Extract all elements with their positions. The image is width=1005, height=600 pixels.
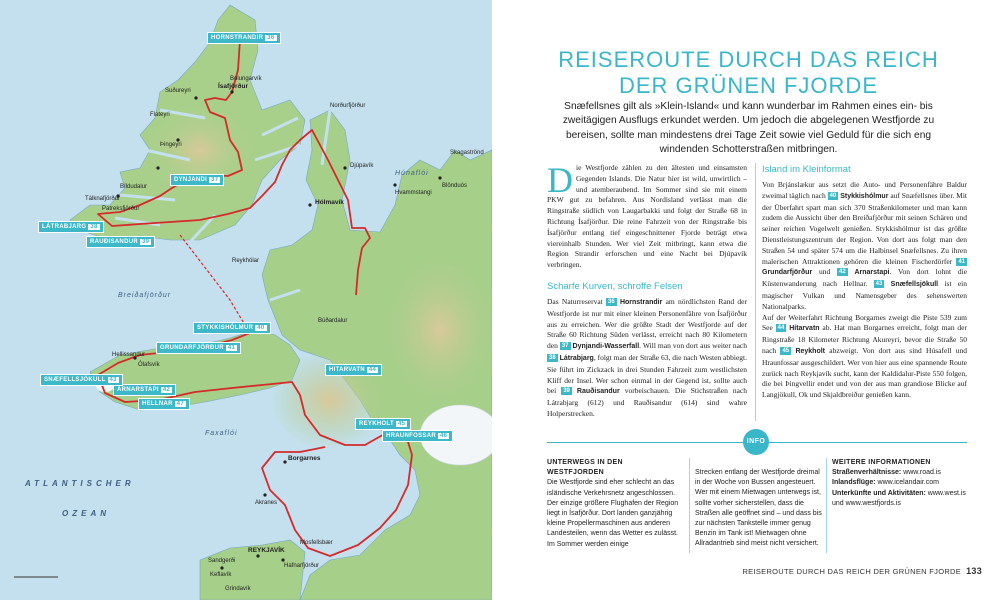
stop-tag-grundarfjordur: GRUNDARFJÖRÐUR 41 [156, 342, 241, 354]
stop-badge-44: 44 [777, 325, 785, 332]
text-column-left [547, 160, 748, 420]
info-text-bus: Strecken entlang der Westfjorde dreimal in der Woche von Bussen angesteuert. Wer mit einem Mietwagen unterwegs ist, sollte vorher sicherstellen, dass die Straßen alle geöffnet sind – und dass bis zur nächsten Tankstelle immer genug Benzin im Tank ist! Mietwagen ohne Allradantrieb sind meist nicht versichert. [695, 469, 822, 548]
stop-tag-hitarvatn: HITARVATN 44 [325, 364, 382, 376]
stop-tag-reykholt: REYKHOLT 45 [355, 418, 411, 430]
map-label-djupavik: Djúpavík [350, 163, 374, 169]
map-label-patreksfjordur: Patreksfjörður [102, 206, 140, 212]
info-text-westfjorden: Die Westfjorde sind eher schlecht an das isländische Verkehrsnetz angeschlossen. Der einzige größere Flughafen der Region liegt in Ísafjörður. Dort landen ganzjährig kleine Propellermaschinen aus anderen Landesteilen, wenn das Wetter es zulässt. Im Sommer werden einige [547, 479, 679, 548]
text-run: Von Brjánslækur aus setzt die Auto- und Personenfähre Baldur zweimal täglich nach [762, 180, 967, 200]
text-run: Auf der Weiterfahrt Richtung Borgarnes zweigt die Piste 539 zum See [762, 312, 967, 333]
map-label-hafnarfjordur: Hafnarfjörður [284, 563, 320, 569]
page-title [492, 47, 1005, 99]
info-heading-links: WEITERE INFORMATIONEN [832, 459, 931, 466]
stop-tag-snaefellsjokull: SNÆFELLSJÖKULL 43 [40, 374, 123, 386]
map-label-holmavik: Hólmavík [315, 199, 344, 206]
stop-name-raudisandur: Rauðisandur [576, 388, 620, 396]
map-label-bildudalur: Bíldudalur [120, 184, 148, 190]
text-run: am nördlichsten Rand der Westfjorde ist nur mit einer kleinen Personenfähre von Ísafjörður aus zu erreichen. Wer die größte Stadt der Westfjorde auf der Straße 60 Richtung Süden verlässt, erreicht nach 80 Kilometern den [547, 296, 747, 351]
column-divider [755, 163, 756, 421]
map-label-ocean-1: ATLANTISCHER [25, 479, 135, 488]
map-label-flateyri: Flateyri [150, 112, 170, 118]
info-link-flights[interactable] [832, 478, 972, 488]
text-page [492, 0, 1005, 600]
text-run: . Will man von dort aus weiter nach [639, 341, 747, 351]
info-column-links [832, 458, 972, 509]
stop-name-snaefellsjokull: Snæfellsjökull [890, 281, 939, 289]
intro-paragraph: Snæfellsnes gilt als »Klein-Island« und kann wunderbar im Rahmen eines ein- bis zweitägigen Ausflugs erkundet werden. Um jedoch die abgelegenen Westfjorde zu bereisen, sollte man mindestens drei Tage Zeit sowie viel Geduld für die sich eng windenden Schotterstraßen mitbringen. [562, 101, 935, 156]
stop-tag-hornstrandir: HORNSTRANDIR 36 [207, 32, 281, 44]
text-run: , folgt man der Straße 63, die nach Westen abbiegt. Sie führt im Zickzack in drei Stunden Fahrzeit zum westlichsten Kliff der Insel. Wer schon einmal in der Gegend ist, sollte auch bei [547, 352, 748, 396]
map-label-reykjavik: REYKJAVÍK [248, 547, 285, 554]
map-label-isafjordur: Ísafjörður [218, 83, 248, 90]
page-title-line-1: REISEROUTE DURCH DAS REICH [558, 47, 939, 72]
text-run: abzweigt. Von dort aus sind Húsafell und Hraunfossar ausgeschildert. Wer von hier aus eine spannende Route zurück nach Reykjavík sucht, kann der Kaldidalur-Piste 550 folgen, die bei Þingvellir endet und von der aus man grandiose Blicke auf Langjökull, Ok und Skjaldbreiður genießen kann. [762, 345, 968, 400]
stop-name-reykholt: Reykholt [795, 347, 825, 355]
info-badge: INFO [743, 429, 769, 455]
map-label-thingeyri: Þingeyri [160, 142, 182, 148]
info-column-bus [695, 468, 822, 550]
text-run: Das Naturreservat [547, 296, 606, 306]
stop-tag-arnarstapi: ARNARSTAPI 42 [113, 384, 176, 396]
info-link-flights-label: Inlandsflüge: [832, 479, 876, 487]
info-column-westfjorden [547, 458, 682, 550]
stop-tag-hellnar: HELLNAR 47 [138, 398, 190, 410]
stop-tag-stykkisholmur: STYKKISHÓLMUR 40 [193, 322, 271, 334]
map-label-breidafjordur: Breiðafjörður [118, 292, 172, 299]
paragraph-hornstrandir [547, 297, 747, 420]
text-run: . Von dort lohnt die Küstenwanderung nach Hellnar. [762, 267, 968, 289]
info-divider-2 [826, 458, 827, 553]
info-link-road-url: www.road.is [901, 469, 941, 477]
info-link-road-label: Straßenverhältnisse: [832, 469, 902, 477]
stop-name-dynjandi: Dynjandi-Wasserfall [572, 343, 640, 351]
info-link-flights-url: www.icelandair.com [875, 479, 939, 487]
map-label-keflavik: Keflavík [210, 572, 232, 578]
stop-badge-43: 43 [875, 281, 883, 288]
map-label-sandgerdi: Sandgerði [208, 558, 236, 564]
info-link-road[interactable] [832, 468, 972, 478]
map-label-sudureyri: Suðureyri [165, 88, 191, 94]
subheading-island-kleinformat: Island im Kleinformat [762, 164, 851, 175]
stop-name-hitarvatn: Hítarvatn [789, 325, 820, 333]
map-label-hunafloi: Húnaflói [395, 170, 429, 177]
info-link-accommodation[interactable] [832, 489, 972, 509]
map-label-hellissandur: Hellissandur [112, 352, 146, 358]
text-column-right [762, 163, 967, 401]
map-label-blonduos: Blönduós [442, 183, 468, 189]
stop-tag-hraunfossar: HRAUNFOSSAR 46 [382, 430, 453, 442]
text-run: ab. Hat man Borgarnes erreicht, folgt man der Ringstraße 18 Kilometer Richtung Akureyri, bevor die Straße 50 nach [762, 323, 968, 355]
map-label-ocean-2: OZEAN [62, 509, 110, 518]
stop-name-latrabjarg: Látrabjarg [559, 354, 594, 362]
stop-name-hornstrandir: Hornstrandir [619, 298, 663, 306]
paragraph-borgarnes [762, 313, 967, 401]
info-heading-westfjorden: UNTERWEGS IN DEN WESTFJORDEN [547, 459, 623, 477]
map-label-borgarnes: Borgarnes [288, 455, 321, 462]
page-footer [742, 566, 982, 576]
map-label-akranes: Akranes [255, 500, 278, 506]
subheading-scharfe-kurven: Scharfe Kurven, schroffe Felsen [547, 280, 683, 292]
map-label-hvammstangi: Hvammstangi [395, 190, 432, 196]
map-label-faxafloi: Faxaflói [205, 430, 238, 437]
map-label-bolungarvik: Bolungarvík [230, 76, 262, 82]
map-label-grindavik: Grindavík [225, 586, 251, 592]
map-label-reykholar: Reykhólar [232, 258, 260, 264]
map-label-budardalur: Búðardalur [318, 318, 348, 324]
stop-tag-raudisandur: RAUÐISANDUR 39 [86, 236, 155, 248]
stop-name-arnarstapi: Arnarstapi [854, 269, 890, 277]
text-run: und [812, 267, 837, 277]
stop-badge-42: 42 [839, 269, 846, 276]
map-label-olafsvik: Ólafsvík [138, 362, 160, 368]
paragraph-westfjorde [547, 160, 747, 271]
stop-badge-38: 38 [549, 354, 556, 361]
map-label-skagastrond: Skagaströnd [450, 150, 484, 156]
text-run: ist ein magischer Vulkan und Namensgeber des sehenswerten Nationalparks. [762, 279, 968, 311]
drop-cap: D [547, 160, 573, 200]
stop-badge-36: 36 [607, 298, 615, 305]
page-title-line-2: DER GRÜNEN FJORDE [618, 73, 878, 98]
stop-badge-41: 41 [958, 258, 965, 265]
info-link-accommodation-label: Unterkünfte und Aktivitäten: [832, 489, 926, 497]
paragraph-westfjorde-text: ie Westfjorde zählen zu den ältesten und einsamsten Gegenden Islands. Die Natur hier ist wild, unwirtlich – und atemberaubend. Im Sommer sind sie mit einem PKW gut zu befahren. Aus Nordisland verlässt man die Ringstraße südlich von Laugarbakki und folgt der Straße 68 in Richtung Ísafjörður. Die reine Fahrzeit von der Ringstraße bis Ísafjörður entlang tief eingeschnittener Fjorde beträgt etwa viereinhalb Stunden. Wer viel Zeit mitbringt, kann etwa die Region Strandir erforschen und eine Nacht bei Djúpavík verbringen. [547, 163, 747, 270]
map-label-talknafjordur: Tálknafjörður [85, 196, 121, 202]
info-divider-1 [689, 458, 690, 553]
paragraph-snaefellsnes [762, 180, 967, 313]
map-page [0, 0, 492, 600]
stop-tag-dynjandi: DYNJANDI 37 [170, 174, 224, 186]
stop-badge-40: 40 [829, 192, 837, 199]
info-link-accommodation-url: www.west.is und www.westfjords.is [832, 489, 966, 507]
map-label-nordurfjordur: Norðurfjörður [330, 103, 366, 109]
text-run: auf Snæfellsnes über. Mit der Überfahrt spart man sich 370 Straßenkilometer und man kann zudem die Aussicht über den Breiðafjörður mit seinen Schären und seiner reichen Vogelwelt genießen. Stykkishólmur ist das größte Dienstleistungszentrum der Region. Von dort aus folgt man den Straßen 54 und später 574 um die Halbinsel Snæfellsnes. Zu ihren malerischen Attraktionen gehören die kleinen Fischerdörfer [762, 190, 967, 266]
stop-badge-45: 45 [782, 347, 790, 354]
running-title: REISEROUTE DURCH DAS REICH DER GRÜNEN FJORDE [742, 567, 962, 576]
stop-tag-latrabjarg: LÁTRABJARG 38 [38, 221, 104, 233]
stop-name-grundarfjordur: Grundarfjörður [762, 269, 813, 277]
text-run: vorbeischauen. Die Stichstraßen nach Látrabjarg (612) und Rauðisandur (614) sind wahre Holperstrecken. [547, 386, 747, 418]
stop-name-stykkisholmur: Stykkishólmur [840, 192, 889, 200]
stop-badge-39: 39 [563, 388, 570, 395]
stop-badge-37: 37 [561, 343, 569, 350]
map-label-mosfellsbaer: Mosfellsbær [300, 540, 333, 546]
page-number: 133 [966, 566, 982, 576]
